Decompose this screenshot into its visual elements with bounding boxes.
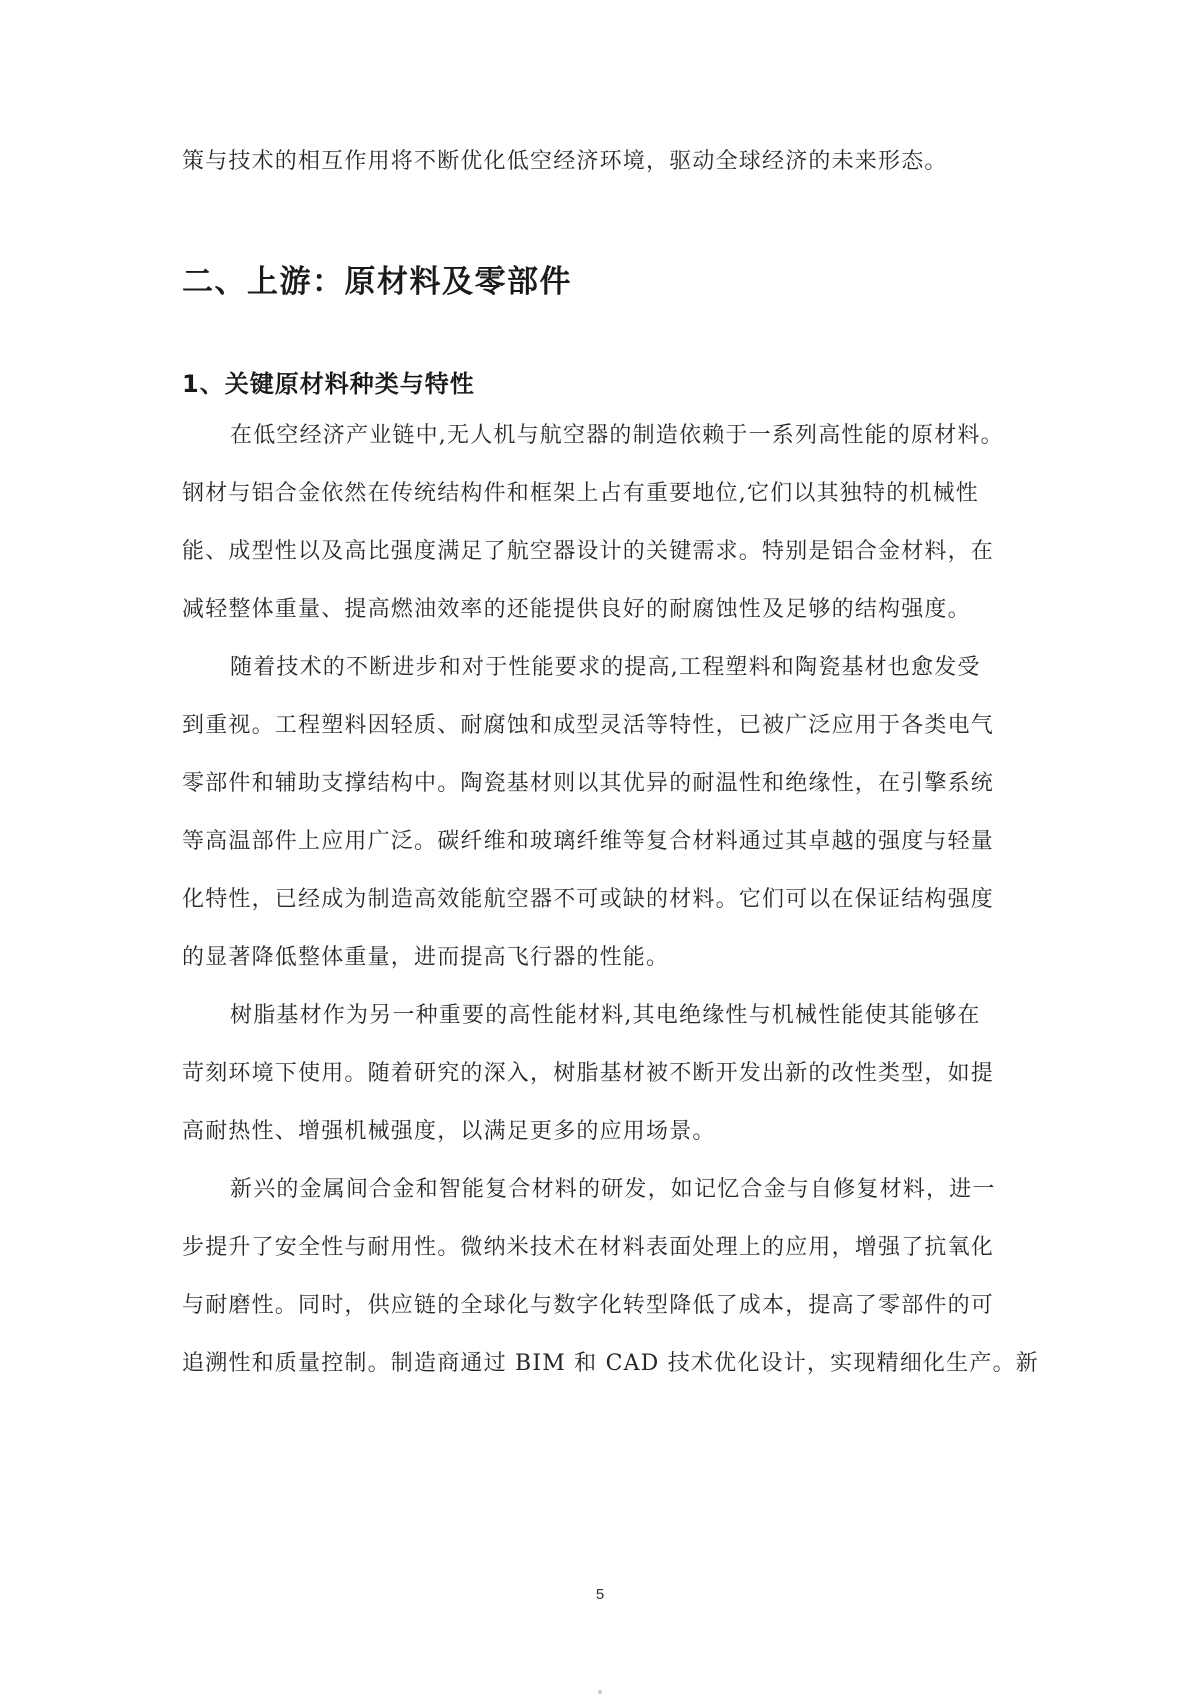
paragraph-line: 高耐热性、增强机械强度，以满足更多的应用场景。: [182, 1119, 716, 1144]
page-divider-dot: [598, 1690, 602, 1694]
paragraph-line: 随着技术的不断进步和对于性能要求的提高,工程塑料和陶瓷基材也愈发受: [230, 655, 981, 680]
section-heading: 二、上游：原材料及零部件: [182, 264, 572, 300]
paragraph-line: 在低空经济产业链中,无人机与航空器的制造依赖于一系列高性能的原材料。: [230, 423, 1004, 448]
intro-tail-line: 策与技术的相互作用将不断优化低空经济环境，驱动全球经济的未来形态。: [182, 149, 948, 174]
paragraph-line: 新兴的金属间合金和智能复合材料的研发，如记忆合金与自修复材料，进一: [230, 1177, 996, 1202]
paragraph-line: 追溯性和质量控制。制造商通过 BIM 和 CAD 技术优化设计，实现精细化生产。新: [182, 1351, 1039, 1376]
paragraph-line: 零部件和辅助支撑结构中。陶瓷基材则以其优异的耐温性和绝缘性，在引擎系统: [182, 771, 995, 796]
paragraph-line: 与耐磨性。同时，供应链的全球化与数字化转型降低了成本，提高了零部件的可: [182, 1293, 995, 1318]
paragraph-line: 步提升了安全性与耐用性。微纳米技术在材料表面处理上的应用，增强了抗氧化: [182, 1235, 995, 1260]
paragraph-line: 的显著降低整体重量，进而提高飞行器的性能。: [182, 945, 670, 970]
paragraph-line: 钢材与铝合金依然在传统结构件和框架上占有重要地位,它们以其独特的机械性: [182, 481, 979, 506]
paragraph-line: 等高温部件上应用广泛。碳纤维和玻璃纤维等复合材料通过其卓越的强度与轻量: [182, 829, 995, 854]
paragraph-line: 化特性，已经成为制造高效能航空器不可或缺的材料。它们可以在保证结构强度: [182, 887, 995, 912]
paragraph-line: 苛刻环境下使用。随着研究的深入，树脂基材被不断开发出新的改性类型，如提: [182, 1061, 995, 1086]
paragraph-line: 能、成型性以及高比强度满足了航空器设计的关键需求。特别是铝合金材料，在: [182, 539, 995, 564]
page-number: 5: [595, 1586, 605, 1603]
paragraph-line: 到重视。工程塑料因轻质、耐腐蚀和成型灵活等特性，已被广泛应用于各类电气: [182, 713, 995, 738]
subsection-heading: 1、关键原材料种类与特性: [182, 370, 475, 398]
paragraph-line: 减轻整体重量、提高燃油效率的还能提供良好的耐腐蚀性及足够的结构强度。: [182, 597, 971, 622]
paragraph-line: 树脂基材作为另一种重要的高性能材料,其电绝缘性与机械性能使其能够在: [230, 1003, 981, 1028]
